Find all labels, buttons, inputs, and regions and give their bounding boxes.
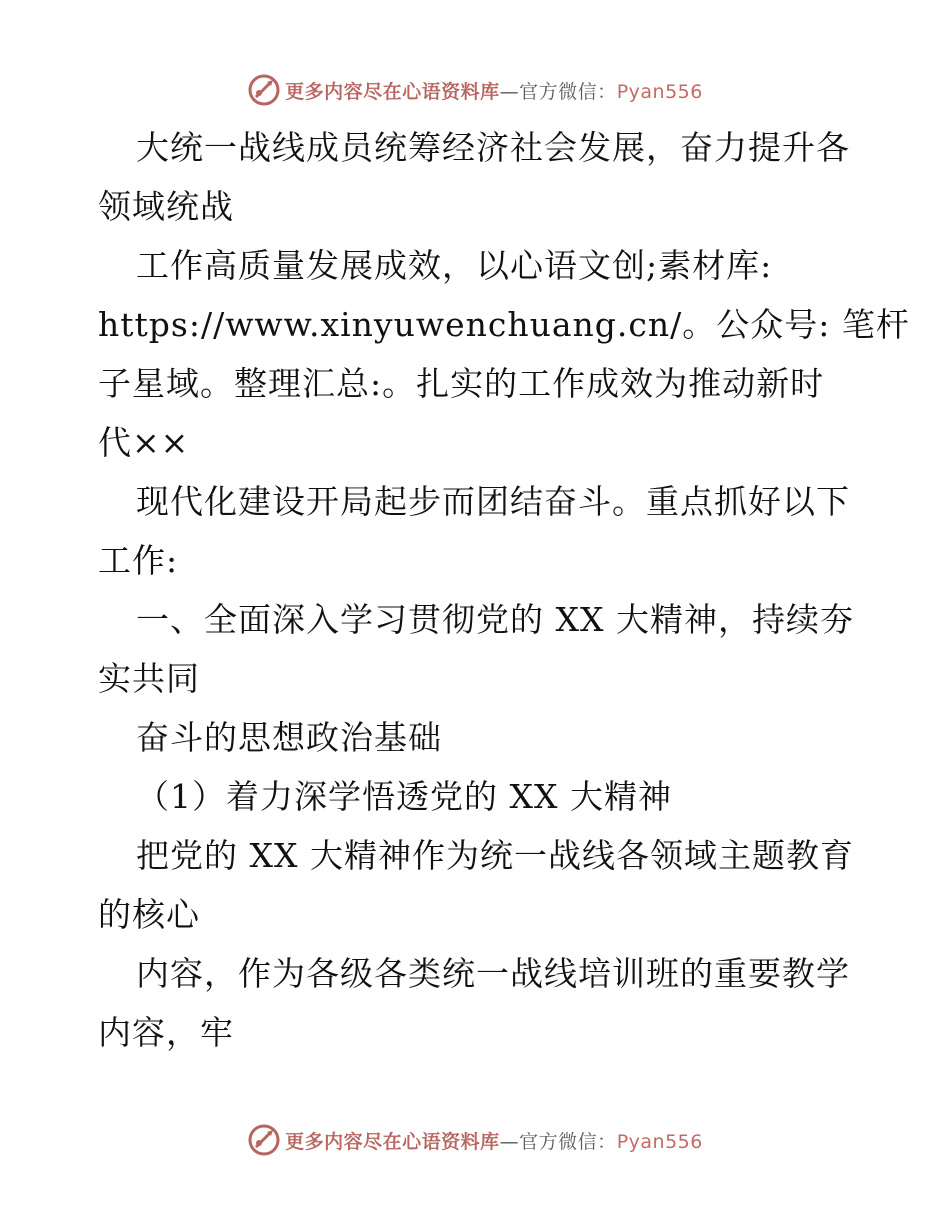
section-heading: 一、全面深入学习贯彻党的 XX 大精神，持续夯 bbox=[136, 600, 854, 639]
body-line: 代×× bbox=[98, 423, 190, 462]
section-heading-cont: 奋斗的思想政治基础 bbox=[136, 718, 442, 757]
footer-banner bbox=[0, 1120, 950, 1160]
body-line: 大统一战线成员统筹经济社会发展，奋力提升各 bbox=[136, 128, 850, 167]
header-banner-text bbox=[285, 77, 703, 104]
body-line: 现代化建设开局起步而团结奋斗。重点抓好以下 bbox=[136, 482, 850, 521]
subsection-heading: （1）着力深学悟透党的 XX 大精神 bbox=[136, 777, 672, 816]
logo-icon bbox=[247, 73, 281, 107]
header-banner bbox=[0, 70, 950, 110]
header-banner-id: Pyan556 bbox=[616, 80, 703, 103]
footer-banner-id: Pyan556 bbox=[616, 1130, 703, 1153]
logo-icon bbox=[247, 1123, 281, 1157]
document-body bbox=[98, 118, 910, 1062]
body-line: 工作高质量发展成效，以心语文创;素材库: bbox=[136, 246, 773, 285]
body-line: 工作: bbox=[98, 541, 179, 580]
body-line-link[interactable]: https://www.xinyuwenchuang.cn/。公众号: 笔杆 bbox=[98, 305, 910, 344]
header-banner-main: 更多内容尽在心语资料库 bbox=[285, 80, 500, 103]
body-line: 的核心 bbox=[98, 895, 200, 934]
header-banner-separator: —官方微信： bbox=[499, 80, 617, 103]
body-line: 领域统战 bbox=[98, 187, 234, 226]
body-line: 内容，作为各级各类统一战线培训班的重要教学 bbox=[136, 954, 850, 993]
body-line: 内容，牢 bbox=[98, 1013, 234, 1052]
body-line: 把党的 XX 大精神作为统一战线各领域主题教育 bbox=[136, 836, 854, 875]
footer-banner-separator: —官方微信： bbox=[499, 1130, 617, 1153]
footer-banner-text bbox=[285, 1127, 703, 1154]
footer-banner-main: 更多内容尽在心语资料库 bbox=[285, 1130, 500, 1153]
section-heading-cont: 实共同 bbox=[98, 659, 200, 698]
body-line: 子星域。整理汇总:。扎实的工作成效为推动新时 bbox=[98, 364, 825, 403]
